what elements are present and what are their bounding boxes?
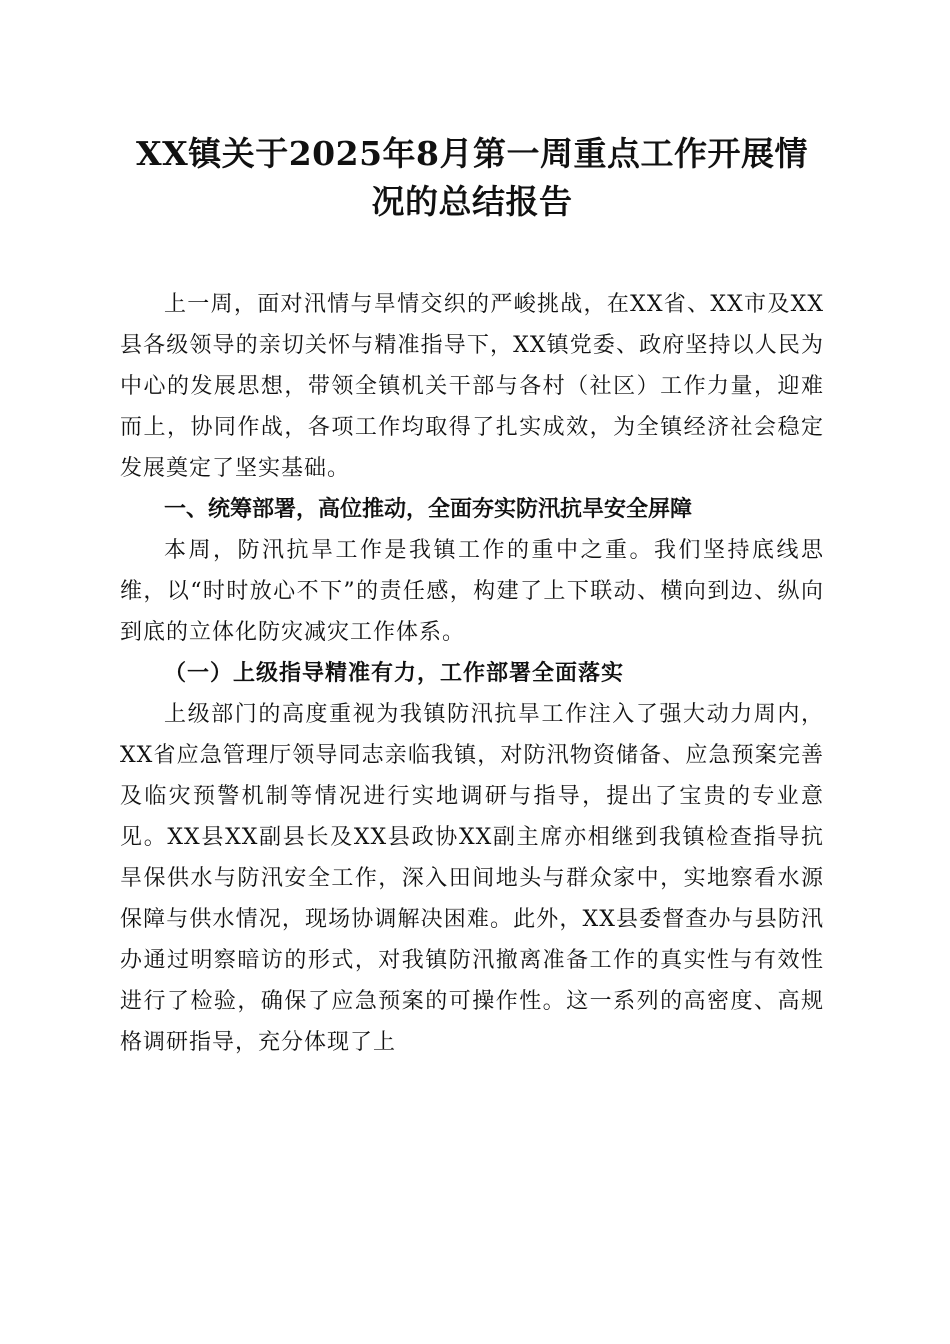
- subsection-heading-1: （一）上级指导精准有力，工作部署全面落实: [164, 660, 625, 686]
- section-1-paragraph: 本周，防汛抗旱工作是我镇工作的重中之重。我们坚持底线思维，以“时时放心不下”的责任感，构建了上下联动、横向到边、纵向到底的立体化防灾减灾工作体系。: [120, 538, 824, 645]
- document-title: XX镇关于2025年8月第一周重点工作开展情况的总结报告: [135, 134, 808, 221]
- section-heading-1: 一、统筹部署，高位推动，全面夯实防汛抗旱安全屏障: [164, 497, 693, 522]
- intro-paragraph: 上一周，面对汛情与旱情交织的严峻挑战，在XX省、XX市及XX县各级领导的亲切关怀与精准指导下，XX镇党委、政府坚持以人民为中心的发展思想，带领全镇机关干部与各村（社区）工作力量，迎难而上，协同作战，各项工作均取得了扎实成效，为全镇经济社会稳定发展奠定了坚实基础。: [120, 292, 824, 481]
- subsection-1-paragraph: 上级部门的高度重视为我镇防汛抗旱工作注入了强大动力周内，XX省应急管理厅领导同志亲临我镇，对防汛物资储备、应急预案完善及临灾预警机制等情况进行实地调研与指导，提出了宝贵的专业意见。XX县XX副县长及XX县政协XX副主席亦相继到我镇检查指导抗旱保供水与防汛安全工作，深入田间地头与群众家中，实地察看水源保障与供水情况，现场协调解决困难。此外，XX县委督查办与县防汛办通过明察暗访的形式，对我镇防汛撤离准备工作的真实性与有效性进行了检验，确保了应急预案的可操作性。这一系列的高密度、高规格调研指导，充分体现了上: [120, 702, 824, 1055]
- document-page: [120, 130, 824, 1063]
